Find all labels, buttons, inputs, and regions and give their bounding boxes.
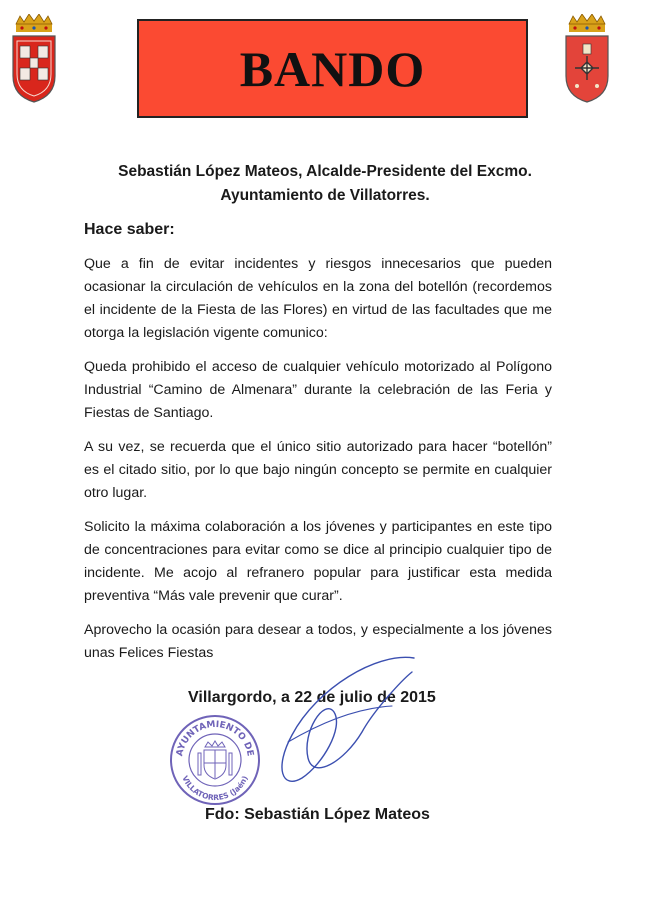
heading-line-1: Sebastián López Mateos, Alcalde-Presidente del Excmo. <box>118 163 532 180</box>
hace-saber-label: Hace saber: <box>84 221 175 238</box>
body-paragraph: A su vez, se recuerda que el único sitio autorizado para hacer “botellón” es el citado sitio, por lo que bajo ningún concepto se permite en cualquier otro lugar. <box>84 439 552 501</box>
town-hall-stamp <box>168 713 262 807</box>
bando-banner <box>137 19 528 118</box>
right-coat-of-arms-icon <box>562 14 612 106</box>
left-coat-of-arms-icon <box>10 14 58 106</box>
stamp-bottom-text: VILLATORRES (Jaén) <box>180 774 250 803</box>
stamp-top-text: AYUNTAMIENTO DE <box>175 719 255 758</box>
body-paragraph: Aprovecho la ocasión para desear a todos, y especialmente a los jóvenes unas Felices Fiestas <box>84 622 552 661</box>
mayor-heading <box>80 160 570 208</box>
body-paragraph: Queda prohibido el acceso de cualquier vehículo motorizado al Polígono Industrial “Camino de Almenara” durante la celebración de las Feria y Fiestas de Santiago. <box>84 359 552 421</box>
proclamation-body <box>84 253 552 676</box>
place-and-date: Villargordo, a 22 de julio de 2015 <box>188 689 436 706</box>
heading-line-2: Ayuntamiento de Villatorres. <box>220 187 430 204</box>
svg-text:VILLATORRES (Jaén) <box>180 774 249 802</box>
handwritten-signature <box>262 650 427 795</box>
body-paragraph: Que a fin de evitar incidentes y riesgos innecesarios que pueden ocasionar la circulación de vehículos en la zona del botellón (recordemos el incidente de la Fiesta de las Flores) en virtud de las facultades que me otorga la legislación vigente comunico: <box>84 256 552 341</box>
signed-by: Fdo: Sebastián López Mateos <box>205 806 430 823</box>
banner-title: BANDO <box>239 40 426 97</box>
body-paragraph: Solicito la máxima colaboración a los jóvenes y participantes en este tipo de concentraciones para evitar como se dice al principio cualquier tipo de incidente. Me acojo al refranero popular para justificar esta medida preventiva “Más vale prevenir que curar”. <box>84 519 552 604</box>
